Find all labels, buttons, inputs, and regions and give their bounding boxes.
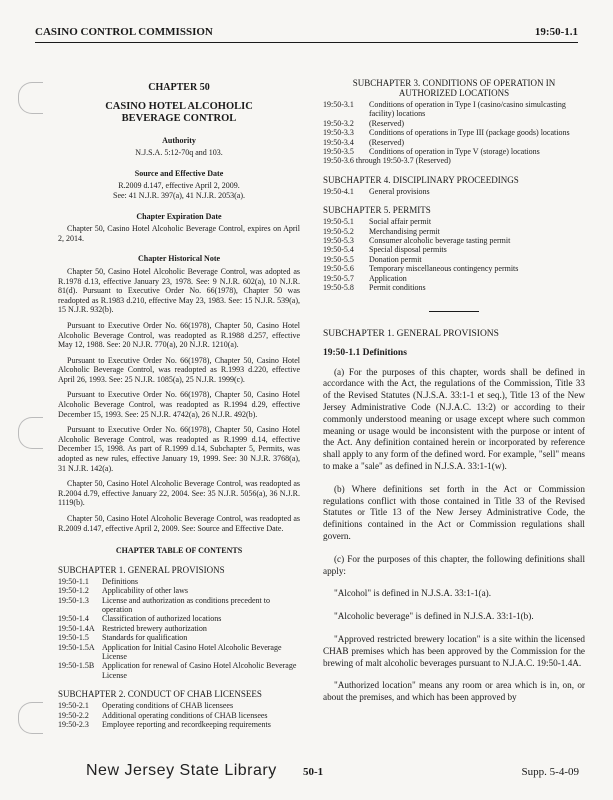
toc-entry-number: 19:50-5.5 <box>323 254 354 264</box>
authority-heading: Authority <box>162 135 196 145</box>
toc-subchapter-3-list <box>323 100 585 156</box>
toc-entry <box>323 236 585 245</box>
toc-entry-title: Social affair permit <box>369 217 432 227</box>
definition-paragraph: "Alcoholic beverage" is defined in N.J.S.A. 33:1-1(b). <box>334 611 534 622</box>
toc-entry <box>323 245 585 254</box>
toc-entry-title: Operating conditions of CHAB licensees <box>102 701 234 711</box>
toc-entry <box>58 643 300 662</box>
toc-entry-title: Conditions of operation in Type I (casino/casino simulcasting facility) locations <box>369 100 566 119</box>
toc-entry <box>323 283 585 292</box>
toc-entry-number: 19:50-4.1 <box>323 186 354 196</box>
toc-entry <box>323 156 585 165</box>
toc-entry-title: Standards for qualification <box>102 633 188 643</box>
toc-entry-title: Application <box>369 273 407 283</box>
authority-text: N.J.S.A. 5:12-70q and 103. <box>135 148 223 158</box>
toc-entry-number: 19:50-1.5 <box>58 633 89 643</box>
toc-entry-number: 19:50-5.3 <box>323 236 354 246</box>
historical-paragraph: Pursuant to Executive Order No. 66(1978), Chapter 50, Casino Hotel Alcoholic Beverage Control, was readopted as R.1988 d.257, effective May 12, 1988. See: 20 N.J.R. 770(a), 20 N.J.R. 1210(a). <box>58 320 300 350</box>
chapter-title-line: CASINO HOTEL ALCOHOLIC <box>105 100 253 112</box>
library-stamp: New Jersey State Library <box>86 762 277 779</box>
toc-entry <box>323 138 585 147</box>
subchapter-title-line: SUBCHAPTER 3. CONDITIONS OF OPERATION IN <box>352 78 556 88</box>
chapter-number: CHAPTER 50 <box>148 82 210 93</box>
toc-entry-title: Donation permit <box>369 254 422 264</box>
section-heading: 19:50-1.1 Definitions <box>323 348 407 359</box>
toc-entry-title: Special disposal permits <box>369 245 447 255</box>
toc-entry <box>323 274 585 283</box>
subchapter-title-line: AUTHORIZED LOCATIONS <box>398 88 510 98</box>
toc-entry <box>323 217 585 226</box>
toc-entry <box>323 119 585 128</box>
definition-paragraph: "Authorized location" means any room or area which is in, on, or about the premises, and which has been approved by <box>323 680 585 703</box>
toc-subchapter-2-list <box>58 701 300 729</box>
historical-heading: Chapter Historical Note <box>137 254 221 264</box>
toc-entry-number: 19:50-1.1 <box>58 576 89 586</box>
toc-entry-number: 19:50-3.4 <box>323 137 354 147</box>
toc-entry-title: Permit conditions <box>369 283 426 293</box>
toc-entry-title: Employee reporting and recordkeeping requirements <box>102 720 271 730</box>
toc-entry-number: 19:50-2.3 <box>58 720 89 730</box>
toc-entry <box>58 596 300 615</box>
expiration-text: Chapter 50, Casino Hotel Alcoholic Beverage Control, expires on April 2, 2014. <box>58 224 300 243</box>
toc-entry-title: Restricted brewery authorization <box>102 623 207 633</box>
toc-entry <box>323 227 585 236</box>
toc-entry-title: Conditions of operation in Type V (storage) locations <box>369 147 540 157</box>
toc-entry-number: 19:50-5.7 <box>323 273 354 283</box>
toc-entry-number: 19:50-5.4 <box>323 245 354 255</box>
punch-hole <box>18 417 43 449</box>
toc-entry-title: Application for Initial Casino Hotel Alcoholic Beverage License <box>102 642 282 662</box>
toc-entry-title: Applicability of other laws <box>102 586 188 596</box>
toc-entry <box>323 147 585 156</box>
body-subchapter-title: SUBCHAPTER 1. GENERAL PROVISIONS <box>323 328 499 339</box>
toc-entry <box>58 577 300 586</box>
toc-entry <box>58 633 300 642</box>
toc-entry <box>58 614 300 623</box>
toc-entry-number: 19:50-5.6 <box>323 264 354 274</box>
toc-subchapter-4-list <box>323 187 585 196</box>
toc-subchapter-5-title: SUBCHAPTER 5. PERMITS <box>323 205 431 216</box>
body-paragraph: (a) For the purposes of this chapter, words shall be defined in accordance with the Act, the regulations of the Commission, Title 33 of the Revised Statutes (N.J.S.A. 33:1-1 et seq.), Title 13 of the New Jersey Administrative Code (N.J.A.C. 13:2) or according to their commonly understood meaning or usage except where such common meaning or usage would be inconsistent with the purpose or intent of the Act. Any definition contained herein or incorporated by reference shall apply to any form of the defined word. For example, "sell" means to make a "sale" as defined in N.J.S.A. 33:1-1(w). <box>323 366 585 472</box>
toc-entry-number: 19:50-1.5B <box>58 661 95 671</box>
toc-entry-title: General provisions <box>369 186 430 196</box>
toc-entry <box>58 701 300 710</box>
right-column <box>323 70 585 704</box>
toc-entry-number: 19:50-1.4A <box>58 623 95 633</box>
toc-entry-number: 19:50-3.1 <box>323 100 354 109</box>
toc-entry-number: 19:50-5.8 <box>323 283 354 293</box>
body-paragraph: (c) For the purposes of this chapter, the following definitions shall apply: <box>323 553 585 576</box>
toc-entry-title: Classification of authorized locations <box>102 614 222 624</box>
toc-subchapter-2-title: SUBCHAPTER 2. CONDUCT OF CHAB LICENSEES <box>58 689 262 700</box>
toc-entry <box>58 586 300 595</box>
toc-entry <box>58 720 300 729</box>
left-column <box>58 70 300 729</box>
toc-entry-title: Application for renewal of Casino Hotel Alcoholic Beverage License <box>102 661 297 680</box>
toc-entry-number: 19:50-1.5A <box>58 642 95 652</box>
toc-entry-number: 19:50-1.2 <box>58 586 89 596</box>
toc-entry-number: 19:50-5.1 <box>323 217 354 227</box>
toc-entry <box>58 711 300 720</box>
chapter-title-line: BEVERAGE CONTROL <box>121 112 237 124</box>
running-header <box>35 26 578 38</box>
toc-entry-title: License and authorization as conditions precedent to operation <box>102 595 270 614</box>
header-section-number: 19:50-1.1 <box>534 26 578 38</box>
section-divider <box>429 311 479 312</box>
historical-paragraph: Chapter 50, Casino Hotel Alcoholic Beverage Control, was readopted as R.2009 d.147, effective April 2, 2009. See: Source and Effective Date. <box>58 514 300 533</box>
page-number: 50-1 <box>303 766 324 778</box>
toc-entry <box>323 100 585 119</box>
toc-entry <box>323 187 585 196</box>
toc-subchapter-5-list <box>323 217 585 292</box>
historical-paragraph: Chapter 50, Casino Hotel Alcoholic Beverage Control, was readopted as R.2004 d.79, effective January 22, 2004. See: 35 N.J.R. 5056(a), 36 N.J.R. 1119(b). <box>58 479 300 508</box>
toc-entry-number: 19:50-5.2 <box>323 226 354 236</box>
toc-entry-title: Merchandising permit <box>369 226 440 236</box>
toc-entry-number: 19:50-1.4 <box>58 614 89 624</box>
historical-paragraph: Pursuant to Executive Order No. 66(1978), Chapter 50, Casino Hotel Alcoholic Beverage Control, was readopted as R.1993 d.220, effective April 26, 1993. See: 25 N.J.R. 1085(a), 25 N.J.R. 1999(c). <box>58 355 300 384</box>
toc-entry-title: (Reserved) <box>369 137 405 147</box>
toc-subchapter-4-title: SUBCHAPTER 4. DISCIPLINARY PROCEEDINGS <box>323 174 519 185</box>
toc-entry-number: 19:50-3.6 through 19:50-3.7 <box>323 156 414 166</box>
source-line: R.2009 d.147, effective April 2, 2009. <box>118 181 240 191</box>
toc-entry <box>58 624 300 633</box>
toc-entry-number: 19:50-2.2 <box>58 710 89 720</box>
definition-paragraph: "Approved restricted brewery location" is a site within the licensed CHAB premises which has been approved by the Commission for the brewing of malt alcoholic beverages pursuant to N.J.A.C. 19:50-1.4A. <box>323 634 585 668</box>
toc-entry <box>323 255 585 264</box>
toc-entry-number: 19:50-3.3 <box>323 128 354 138</box>
toc-entry <box>323 128 585 137</box>
toc-entry-title: Consumer alcoholic beverage tasting permit <box>369 236 511 246</box>
body-paragraph: (b) Where definitions set forth in the Act or Commission regulations conflict with those contained in Title 33 of the Revised Statutes or Title 13 of the New Jersey Administrative Code, the definitions contained in the Act or Commission regulations shall govern. <box>323 483 585 542</box>
punch-hole <box>18 702 43 734</box>
historical-paragraph: Pursuant to Executive Order No. 66(1978), Chapter 50, Casino Hotel Alcoholic Beverage Control, was readopted as R.1994 d.29, effective December 15, 1993. See: 25 N.J.R. 4742(a), 26 N.J.R. 492(b). <box>58 390 300 419</box>
toc-entry-title: (Reserved) <box>415 156 451 166</box>
definition-paragraph: "Alcohol" is defined in N.J.S.A. 33:1-1(a). <box>334 588 492 599</box>
toc-entry-title: (Reserved) <box>369 118 405 128</box>
source-line: See: 41 N.J.R. 397(a), 41 N.J.R. 2053(a). <box>113 190 245 200</box>
toc-entry-number: 19:50-3.2 <box>323 118 354 128</box>
toc-entry <box>58 661 300 680</box>
historical-paragraph: Chapter 50, Casino Hotel Alcoholic Beverage Control, was adopted as R.1978 d.13, effective January 23, 1978. See: 9 N.J.R. 602(a), 10 N.J.R. 81(d). Pursuant to Executive Order No. 66(1978), Chapter 50 was readopted as R.1983 d.210, effective May 23, 1983. See: 15 N.J.R. 539(a), 15 N.J.R. 932(b). <box>58 266 300 315</box>
toc-entry-title: Temporary miscellaneous contingency permits <box>369 264 519 274</box>
header-title: CASINO CONTROL COMMISSION <box>35 26 213 38</box>
historical-paragraph: Pursuant to Executive Order No. 66(1978), Chapter 50, Casino Hotel Alcoholic Beverage Control, was readopted as R.1999 d.14, effective December 15, 1998. As part of R.1999 d.14, Subchapter 5, Permits, was adopted as new rules, effective January 19, 1999. See: 30 N.J.R. 3768(a), 31 N.J.R. 142(a). <box>58 425 300 473</box>
toc-entry-title: Additional operating conditions of CHAB licensees <box>102 710 268 720</box>
punch-hole <box>18 82 43 114</box>
toc-entry-title: Conditions of operations in Type III (package goods) locations <box>369 128 570 138</box>
toc-heading: CHAPTER TABLE OF CONTENTS <box>115 546 243 556</box>
toc-entry-title: Definitions <box>102 576 138 586</box>
toc-subchapter-3-title <box>323 78 585 98</box>
toc-entry <box>323 264 585 273</box>
expiration-heading: Chapter Expiration Date <box>136 211 222 221</box>
source-heading: Source and Effective Date <box>134 168 224 178</box>
toc-subchapter-1-list <box>58 577 300 680</box>
toc-entry-number: 19:50-3.5 <box>323 147 354 157</box>
toc-entry-number: 19:50-1.3 <box>58 595 89 605</box>
toc-subchapter-1-title: SUBCHAPTER 1. GENERAL PROVISIONS <box>58 564 225 575</box>
header-rule <box>35 42 578 43</box>
supplement-date: Supp. 5-4-09 <box>521 766 579 778</box>
chapter-title <box>58 101 300 125</box>
toc-entry-number: 19:50-2.1 <box>58 701 89 711</box>
